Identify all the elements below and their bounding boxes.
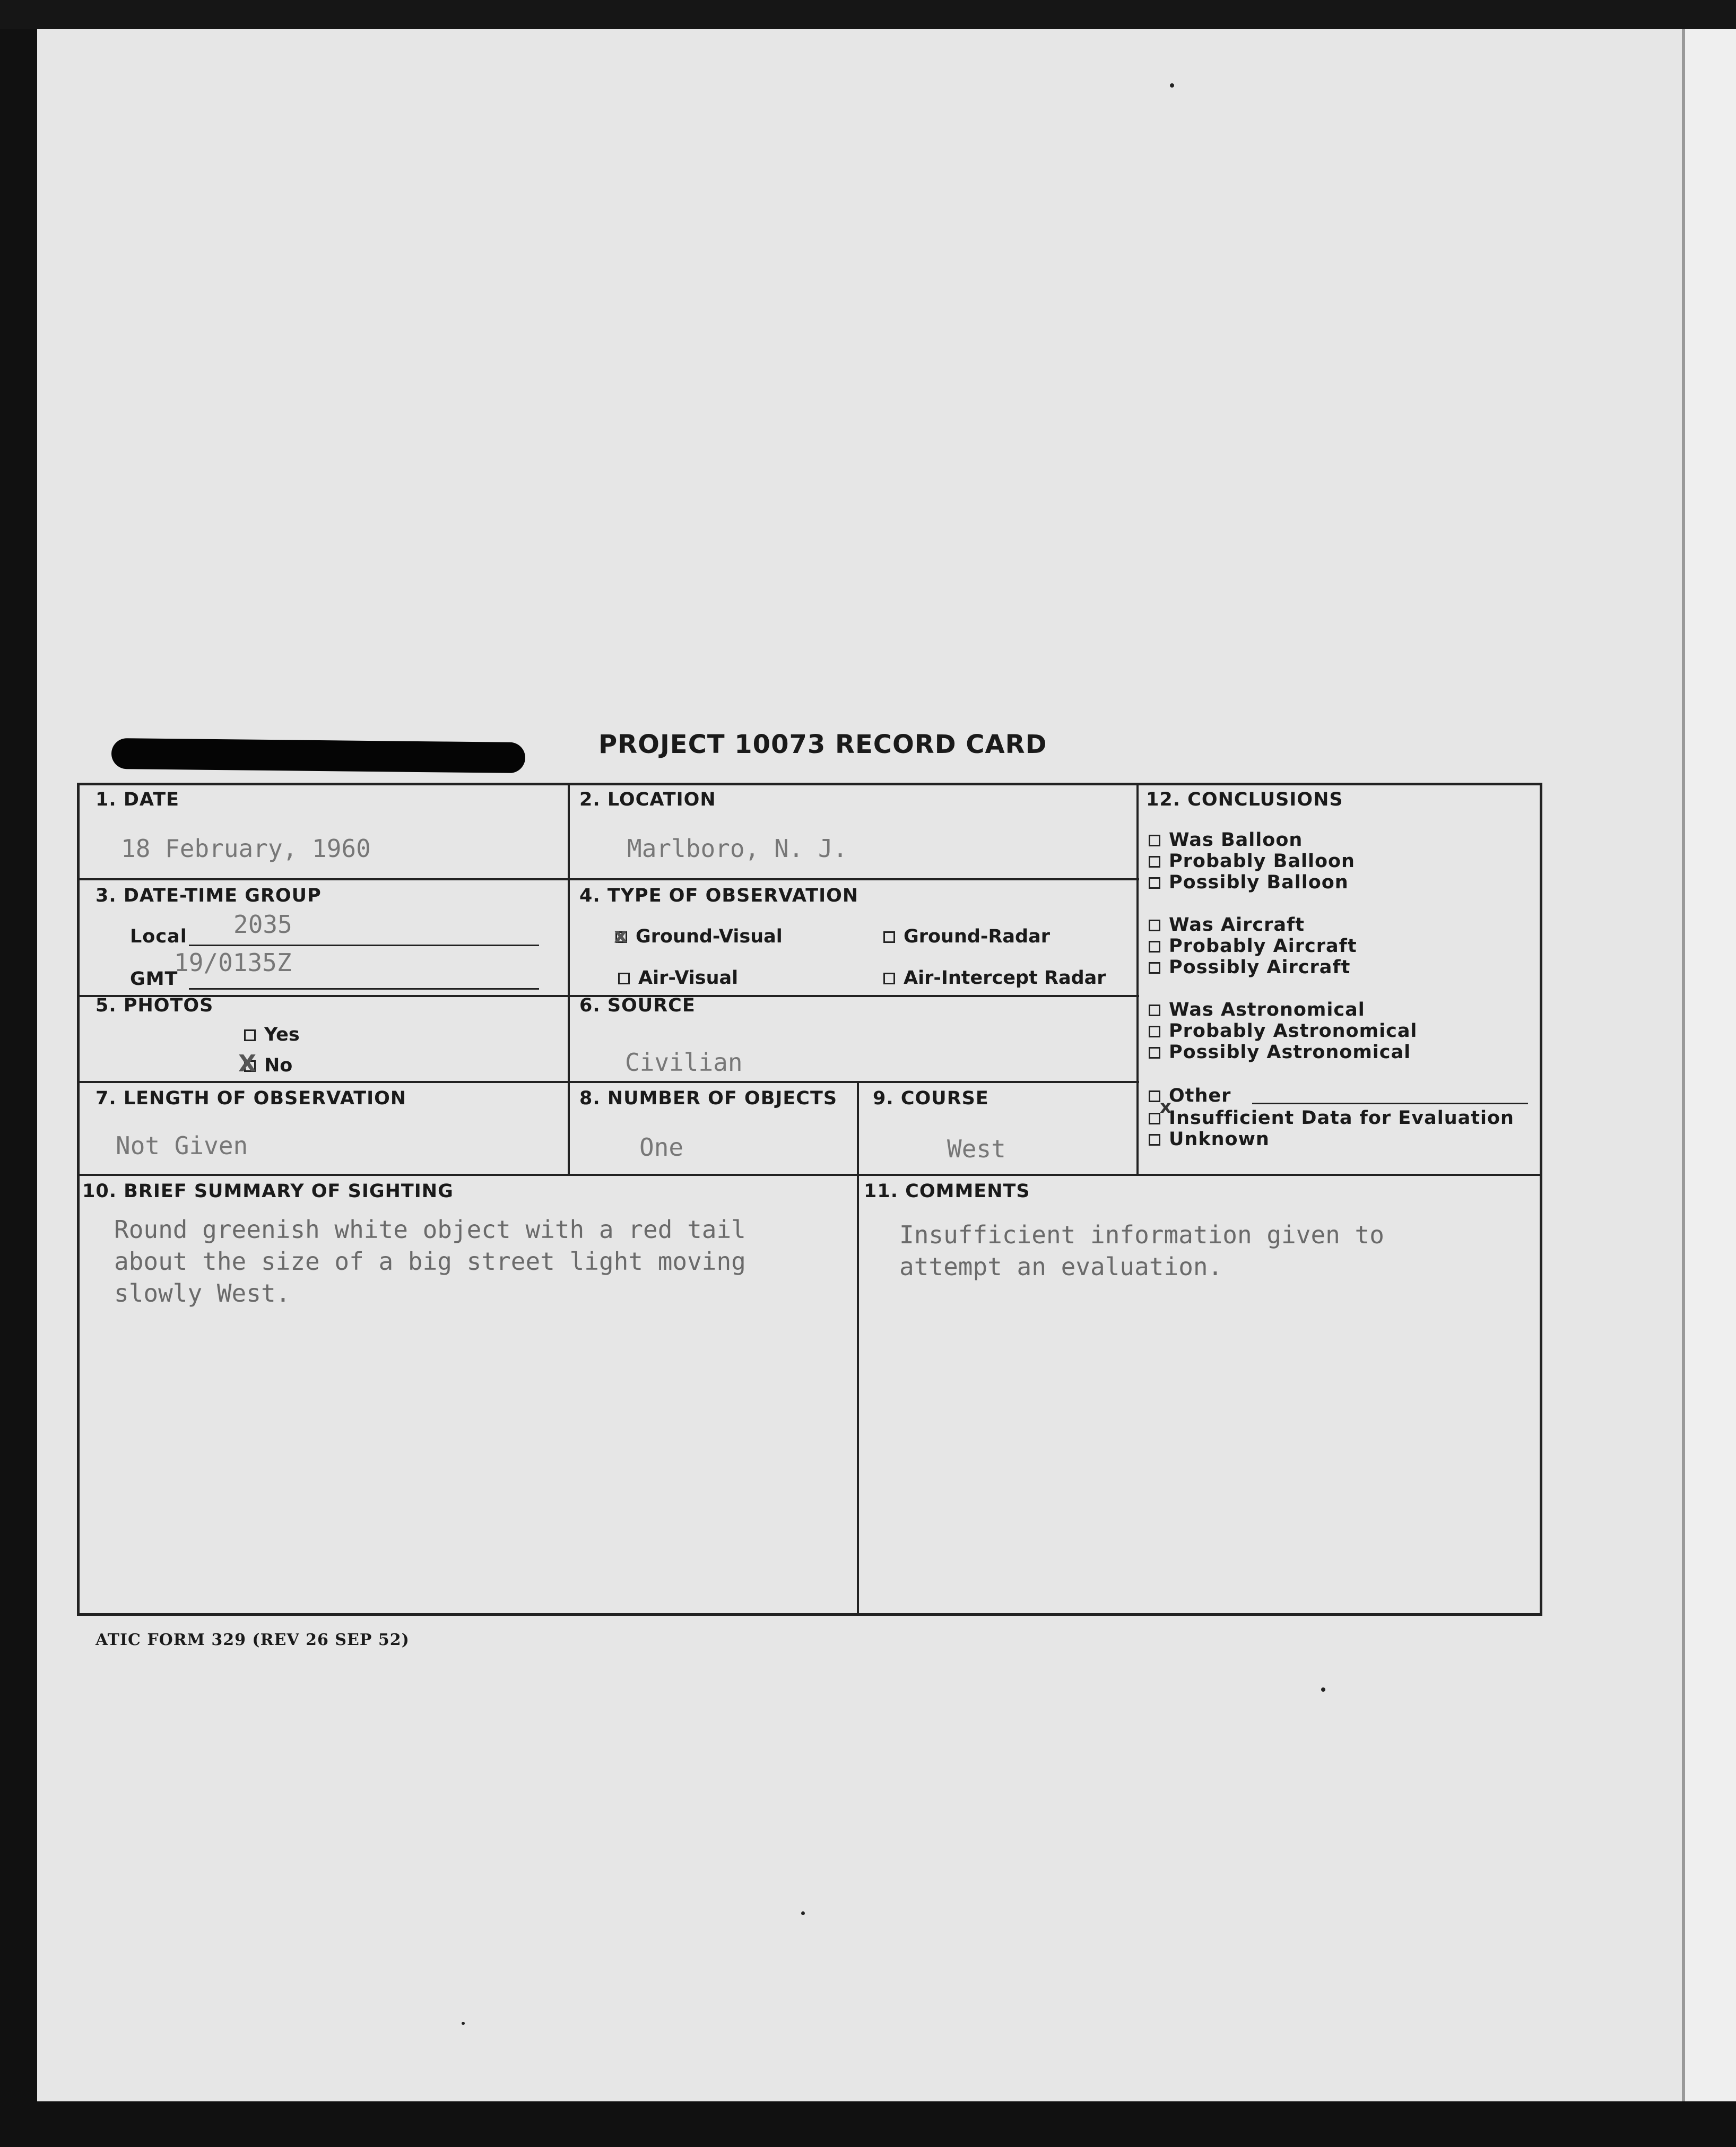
gmt-underline	[189, 988, 539, 990]
type-of-observation-label: 4. TYPE OF OBSERVATION	[579, 885, 859, 906]
summary-line-1: Round greenish white object with a red tail	[114, 1215, 746, 1244]
conclusion-possibly-astronomical[interactable]	[1149, 1042, 1411, 1063]
option-air-visual[interactable]	[618, 967, 738, 989]
location-label: 2. LOCATION	[579, 789, 716, 810]
ground-visual-label: Ground-Visual	[636, 926, 783, 947]
scan-border-left	[0, 0, 37, 2147]
col-divider-left	[568, 784, 570, 1175]
checkbox-icon	[1149, 1005, 1160, 1016]
scan-speck	[462, 2022, 465, 2025]
air-visual-label: Air-Visual	[638, 967, 739, 989]
conclusion-probably-aircraft[interactable]	[1149, 936, 1357, 957]
gmt-time-value: 19/0135Z	[174, 948, 292, 977]
summary-line-2: about the size of a big street light moving	[114, 1247, 746, 1276]
local-time-value: 2035	[233, 910, 292, 939]
checkbox-icon	[1149, 856, 1160, 868]
col-divider-right	[1136, 784, 1139, 1175]
conclusion-label: Was Aircraft	[1169, 914, 1305, 936]
option-photos-yes[interactable]	[244, 1024, 300, 1045]
checkbox-icon	[244, 1029, 256, 1041]
checkbox-icon: X	[238, 1050, 256, 1077]
conclusion-possibly-balloon[interactable]	[1149, 872, 1349, 893]
source-label: 6. SOURCE	[579, 995, 696, 1016]
checkbox-icon	[1149, 877, 1160, 889]
checkbox-icon	[1149, 962, 1160, 974]
conclusion-unknown[interactable]	[1149, 1129, 1270, 1150]
option-ground-visual[interactable]	[614, 923, 783, 948]
photos-label: 5. PHOTOS	[96, 995, 214, 1016]
course-value: West	[947, 1135, 1006, 1163]
ground-radar-label: Ground-Radar	[904, 926, 1050, 947]
conclusion-label: Insufficient Data for Evaluation	[1169, 1107, 1514, 1129]
conclusion-insufficient-data[interactable]	[1149, 1096, 1514, 1129]
row-divider-4	[78, 1174, 1541, 1176]
number-of-objects-value: One	[639, 1133, 684, 1162]
other-underline	[1252, 1103, 1528, 1104]
checkbox-icon	[1149, 1026, 1160, 1037]
date-label: 1. DATE	[96, 789, 180, 810]
option-air-intercept-radar[interactable]	[883, 967, 1106, 989]
row-divider-1	[78, 878, 1139, 880]
row-divider-3	[78, 1081, 1139, 1083]
checkbox-icon	[1149, 1090, 1160, 1102]
comments-label: 11. COMMENTS	[864, 1181, 1030, 1202]
checkbox-icon	[618, 973, 630, 984]
scan-speck	[801, 1911, 805, 1915]
checkbox-icon: x	[1149, 1113, 1160, 1124]
checkbox-icon	[883, 931, 895, 943]
conclusion-was-astronomical[interactable]	[1149, 999, 1365, 1020]
air-intercept-radar-label: Air-Intercept Radar	[904, 967, 1106, 989]
conclusion-was-balloon[interactable]	[1149, 829, 1303, 851]
photos-no-label: No	[264, 1055, 293, 1076]
scan-border-right	[1682, 29, 1736, 2147]
conclusion-label: Possibly Balloon	[1169, 872, 1349, 893]
checkbox-icon: x	[614, 923, 628, 948]
checkbox-icon	[883, 973, 895, 984]
checkbox-icon	[1149, 920, 1160, 931]
checkbox-icon	[1149, 1134, 1160, 1146]
conclusion-probably-balloon[interactable]	[1149, 851, 1355, 872]
conclusion-label: Possibly Astronomical	[1169, 1042, 1411, 1063]
scan-speck	[1321, 1687, 1325, 1692]
datetime-group-label: 3. DATE-TIME GROUP	[96, 885, 322, 906]
checkbox-icon	[1149, 1047, 1160, 1059]
conclusion-label: Was Astronomical	[1169, 999, 1365, 1020]
form-footer: ATIC FORM 329 (REV 26 SEP 52)	[96, 1631, 410, 1649]
brief-summary-label: 10. BRIEF SUMMARY OF SIGHTING	[82, 1181, 454, 1202]
conclusion-label: Probably Aircraft	[1169, 936, 1357, 957]
length-of-observation-label: 7. LENGTH OF OBSERVATION	[96, 1088, 407, 1109]
conclusion-label: Possibly Aircraft	[1169, 957, 1351, 978]
comments-line-2: attempt an evaluation.	[899, 1252, 1223, 1281]
conclusion-label: Unknown	[1169, 1129, 1270, 1150]
gmt-label: GMT	[130, 968, 178, 990]
scan-border-bottom	[0, 2101, 1736, 2147]
summary-line-3: slowly West.	[114, 1279, 291, 1308]
comments-line-1: Insufficient information given to	[899, 1220, 1384, 1249]
photos-yes-label: Yes	[264, 1024, 300, 1045]
source-value: Civilian	[625, 1048, 743, 1077]
checkbox-icon	[1149, 835, 1160, 846]
conclusion-label: Was Balloon	[1169, 829, 1303, 851]
conclusion-label: Probably Astronomical	[1169, 1020, 1418, 1042]
scan-border-top	[0, 0, 1736, 29]
conclusion-label: Probably Balloon	[1169, 851, 1355, 872]
location-value: Marlboro, N. J.	[627, 834, 848, 863]
length-of-observation-value: Not Given	[116, 1131, 248, 1160]
course-label: 9. COURSE	[873, 1088, 989, 1109]
conclusion-probably-astronomical[interactable]	[1149, 1020, 1417, 1042]
col-divider-mid	[857, 1082, 859, 1615]
scan-speck	[1170, 83, 1174, 88]
option-ground-radar[interactable]	[883, 926, 1050, 947]
number-of-objects-label: 8. NUMBER OF OBJECTS	[579, 1088, 838, 1109]
option-photos-no[interactable]	[238, 1050, 293, 1077]
local-underline	[189, 945, 539, 946]
redaction-mark	[111, 738, 526, 773]
conclusion-was-aircraft[interactable]	[1149, 914, 1305, 936]
checkbox-icon	[1149, 941, 1160, 953]
conclusion-possibly-aircraft[interactable]	[1149, 957, 1350, 978]
conclusion-label: Other	[1169, 1085, 1231, 1106]
form-title: PROJECT 10073 RECORD CARD	[598, 730, 1047, 759]
local-label: Local	[130, 926, 187, 947]
conclusions-label: 12. CONCLUSIONS	[1146, 789, 1343, 810]
date-value: 18 February, 1960	[121, 834, 371, 863]
